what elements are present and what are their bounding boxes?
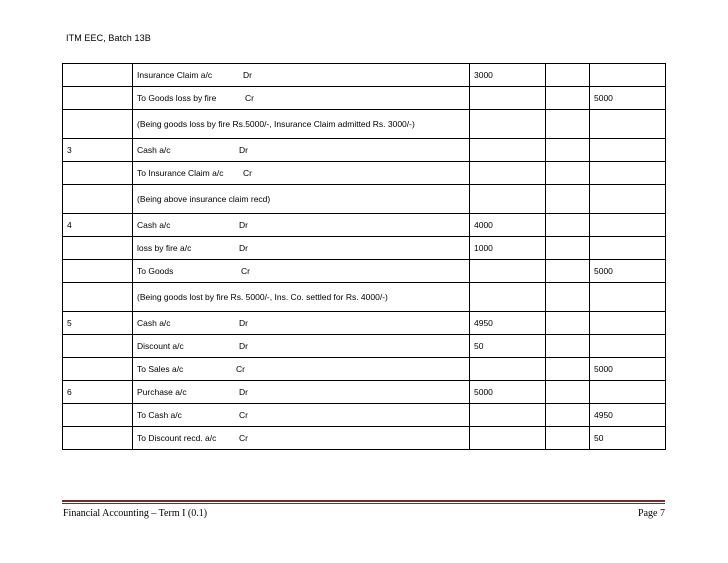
entry-number-cell: 3: [63, 139, 133, 162]
spacer-cell: [546, 335, 590, 358]
journal-row: [63, 162, 666, 185]
dr-cr-indicator: Dr: [239, 145, 248, 155]
credit-amount-cell: 5000: [590, 260, 666, 283]
entry-number-cell: [63, 162, 133, 185]
entry-number-cell: [63, 260, 133, 283]
entry-number-cell: 5: [63, 312, 133, 335]
credit-amount-cell: 4950: [590, 404, 666, 427]
journal-row: [63, 427, 666, 450]
journal-row: [63, 237, 666, 260]
footer-page-number: Page 7: [638, 508, 665, 519]
entry-number-cell: 4: [63, 214, 133, 237]
credit-amount-cell: [590, 237, 666, 260]
debit-amount-cell: 3000: [470, 64, 546, 87]
debit-amount-cell: [470, 404, 546, 427]
particulars-cell: [133, 214, 470, 237]
debit-amount-cell: 5000: [470, 381, 546, 404]
credit-amount-cell: [590, 185, 666, 214]
account-name: To Goods: [137, 266, 174, 276]
dr-cr-indicator: Dr: [239, 387, 248, 397]
credit-amount-cell: [590, 162, 666, 185]
footer-rule: [62, 500, 665, 502]
spacer-cell: [546, 358, 590, 381]
debit-amount-cell: [470, 162, 546, 185]
account-name: To Discount recd. a/c: [137, 433, 217, 443]
debit-amount-cell: [470, 358, 546, 381]
credit-amount-cell: 5000: [590, 87, 666, 110]
spacer-cell: [546, 214, 590, 237]
narration-cell: (Being goods lost by fire Rs. 5000/-, Ins. Co. settled for Rs. 4000/-): [133, 283, 470, 312]
particulars-cell: [133, 260, 470, 283]
credit-amount-cell: [590, 381, 666, 404]
account-name: Cash a/c: [137, 220, 171, 230]
credit-amount-cell: [590, 214, 666, 237]
particulars-cell: [133, 358, 470, 381]
journal-row: [63, 87, 666, 110]
dr-cr-indicator: Dr: [239, 341, 248, 351]
credit-amount-cell: 5000: [590, 358, 666, 381]
entry-number-cell: 6: [63, 381, 133, 404]
dr-cr-indicator: Cr: [236, 364, 245, 374]
narration-cell: (Being goods loss by fire Rs.5000/-, Insurance Claim admitted Rs. 3000/-): [133, 110, 470, 139]
entry-number-cell: [63, 335, 133, 358]
journal-body: [63, 64, 666, 450]
account-name: Purchase a/c: [137, 387, 187, 397]
particulars-cell: [133, 427, 470, 450]
particulars-cell: [133, 162, 470, 185]
spacer-cell: [546, 312, 590, 335]
journal-row: [63, 139, 666, 162]
entry-number-cell: [63, 185, 133, 214]
journal-row: [63, 283, 666, 312]
debit-amount-cell: [470, 87, 546, 110]
footer-rule-thin: [62, 503, 665, 504]
journal-row: [63, 64, 666, 87]
dr-cr-indicator: Cr: [245, 93, 254, 103]
dr-cr-indicator: Cr: [239, 410, 248, 420]
account-name: loss by fire a/c: [137, 243, 192, 253]
dr-cr-indicator: Dr: [239, 220, 248, 230]
journal-row: [63, 358, 666, 381]
journal-table: [62, 63, 666, 450]
debit-amount-cell: 50: [470, 335, 546, 358]
journal-row: [63, 185, 666, 214]
credit-amount-cell: 50: [590, 427, 666, 450]
dr-cr-indicator: Cr: [243, 168, 252, 178]
spacer-cell: [546, 110, 590, 139]
particulars-cell: [133, 87, 470, 110]
debit-amount-cell: [470, 110, 546, 139]
journal-row: [63, 404, 666, 427]
account-name: To Goods loss by fire: [137, 93, 217, 103]
entry-number-cell: [63, 237, 133, 260]
journal-row: [63, 381, 666, 404]
debit-amount-cell: [470, 283, 546, 312]
footer-course-title: Financial Accounting – Term I (0.1): [63, 508, 208, 519]
credit-amount-cell: [590, 335, 666, 358]
spacer-cell: [546, 237, 590, 260]
spacer-cell: [546, 404, 590, 427]
page-header: ITM EEC, Batch 13B: [66, 33, 151, 43]
particulars-cell: [133, 237, 470, 260]
account-name: Cash a/c: [137, 145, 171, 155]
particulars-cell: [133, 335, 470, 358]
entry-number-cell: [63, 427, 133, 450]
dr-cr-indicator: Cr: [241, 266, 250, 276]
entry-number-cell: [63, 358, 133, 381]
journal-row: [63, 110, 666, 139]
journal-row: [63, 312, 666, 335]
account-name: To Cash a/c: [137, 410, 182, 420]
credit-amount-cell: [590, 64, 666, 87]
spacer-cell: [546, 64, 590, 87]
entry-number-cell: [63, 404, 133, 427]
debit-amount-cell: 4950: [470, 312, 546, 335]
credit-amount-cell: [590, 283, 666, 312]
credit-amount-cell: [590, 110, 666, 139]
dr-cr-indicator: Dr: [239, 243, 248, 253]
spacer-cell: [546, 381, 590, 404]
entry-number-cell: [63, 110, 133, 139]
debit-amount-cell: [470, 185, 546, 214]
spacer-cell: [546, 185, 590, 214]
entry-number-cell: [63, 283, 133, 312]
dr-cr-indicator: Dr: [243, 70, 252, 80]
entry-number-cell: [63, 87, 133, 110]
spacer-cell: [546, 162, 590, 185]
account-name: Insurance Claim a/c: [137, 70, 213, 80]
debit-amount-cell: [470, 427, 546, 450]
journal-row: [63, 335, 666, 358]
debit-amount-cell: [470, 260, 546, 283]
spacer-cell: [546, 427, 590, 450]
particulars-cell: [133, 64, 470, 87]
credit-amount-cell: [590, 139, 666, 162]
spacer-cell: [546, 260, 590, 283]
particulars-cell: [133, 312, 470, 335]
debit-amount-cell: 1000: [470, 237, 546, 260]
account-name: To Insurance Claim a/c: [137, 168, 224, 178]
journal-row: [63, 260, 666, 283]
spacer-cell: [546, 87, 590, 110]
spacer-cell: [546, 139, 590, 162]
spacer-cell: [546, 283, 590, 312]
debit-amount-cell: 4000: [470, 214, 546, 237]
entry-number-cell: [63, 64, 133, 87]
journal-row: [63, 214, 666, 237]
narration-cell: (Being above insurance claim recd): [133, 185, 470, 214]
account-name: Discount a/c: [137, 341, 184, 351]
particulars-cell: [133, 381, 470, 404]
particulars-cell: [133, 404, 470, 427]
dr-cr-indicator: Dr: [239, 318, 248, 328]
credit-amount-cell: [590, 312, 666, 335]
debit-amount-cell: [470, 139, 546, 162]
account-name: To Sales a/c: [137, 364, 184, 374]
particulars-cell: [133, 139, 470, 162]
account-name: Cash a/c: [137, 318, 171, 328]
dr-cr-indicator: Cr: [239, 433, 248, 443]
